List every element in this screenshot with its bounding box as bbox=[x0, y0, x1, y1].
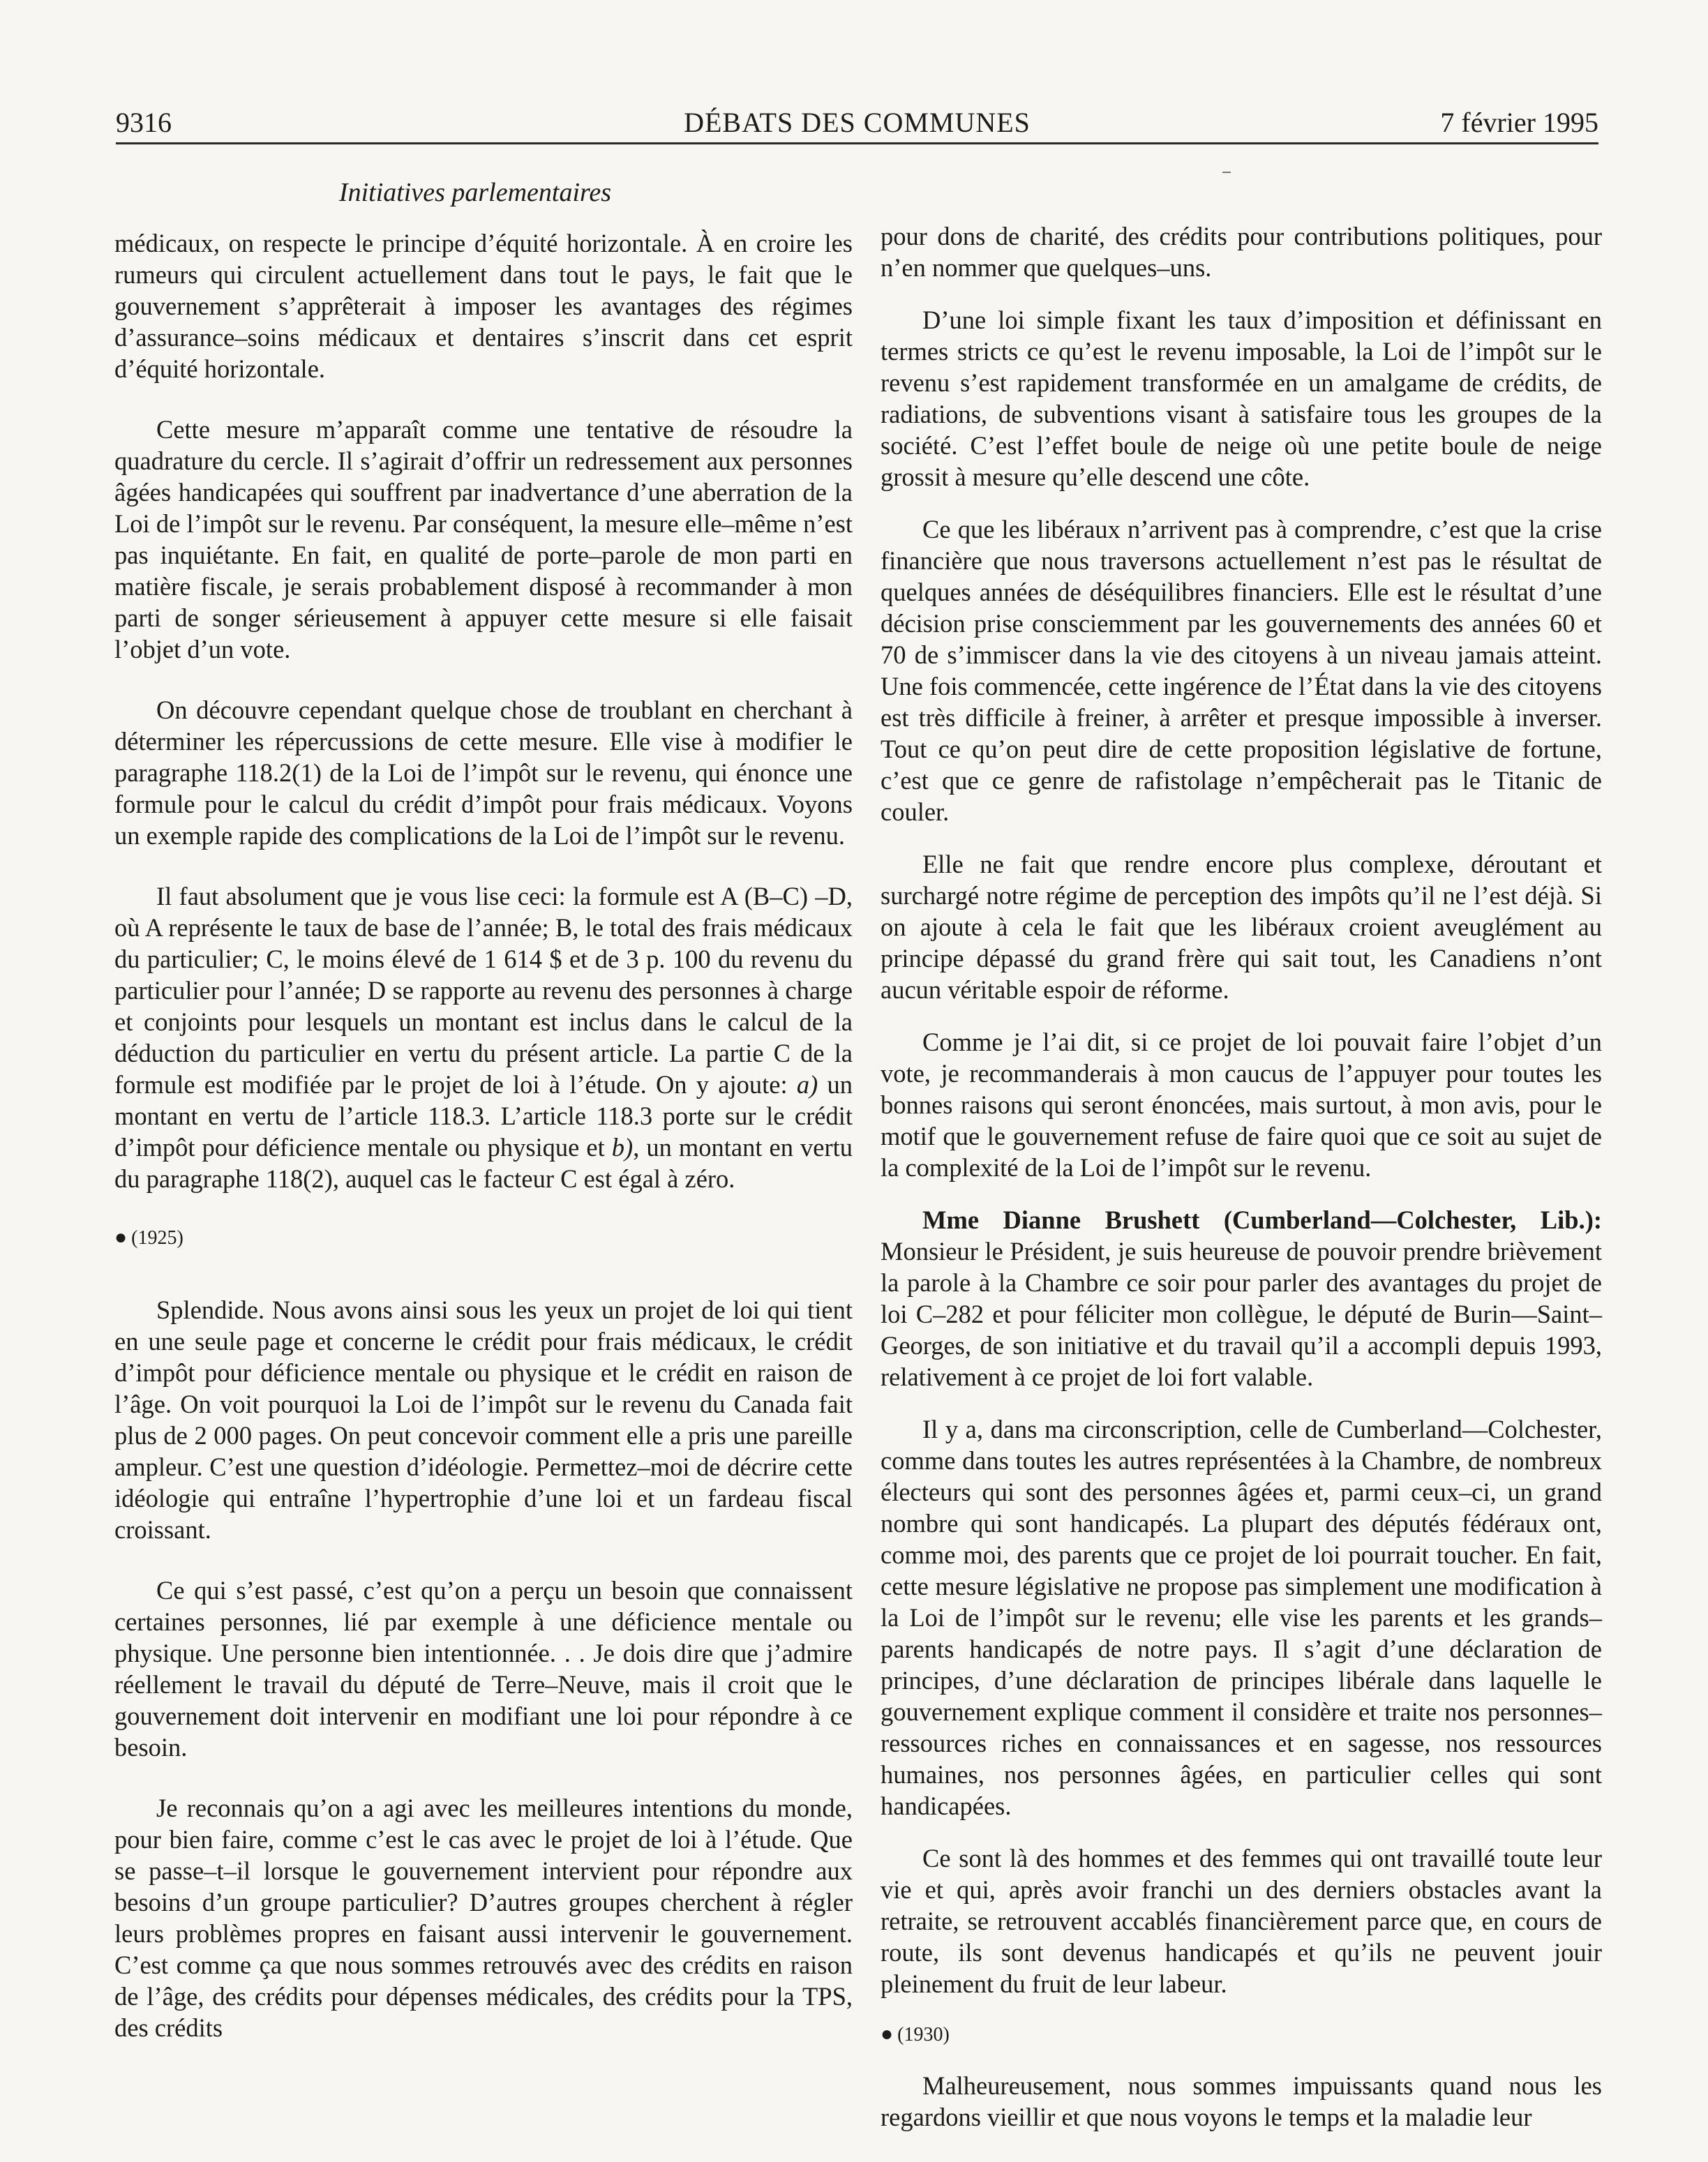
paragraph: médicaux, on respecte le principe d’équité horizontale. À en croire les rumeurs qui circulent actuellement dans tout le pays, le fait que le gouvernement s’apprêterait à imposer les avantages des régimes d’assurance–soins médicaux et dentaires s’inscrit dans cet esprit d’équité horizontale. bbox=[114, 229, 853, 383]
paragraph: Elle ne fait que rendre encore plus complexe, déroutant et surchargé notre régime de perception des impôts qu’il ne l’est déjà. Si on ajoute à cela le fait que les libéraux croient aveuglément au principe dépassé du grand frère qui sait tout, les Canadiens n’ont aucun véritable espoir de réforme. bbox=[881, 850, 1602, 1004]
paragraph: pour dons de charité, des crédits pour contributions politiques, pour n’en nommer que quelques–uns. bbox=[881, 222, 1602, 282]
speaker-paragraph bbox=[881, 1204, 1602, 1392]
paragraph: D’une loi simple fixant les taux d’imposition et définissant en termes stricts ce qu’est le revenu imposable, la Loi de l’impôt sur le revenu s’est rapidement transformée en un amalgame de crédits, de radiations, de subventions visant à satisfaire tous les groupes de la société. C’est l’effet boule de neige où une petite boule de neige grossit à mesure qu’elle descend une côte. bbox=[881, 306, 1602, 491]
item-letter: b) bbox=[611, 1133, 634, 1162]
paragraph: Cette mesure m’apparaît comme une tentative de résoudre la quadrature du cercle. Il s’agirait d’offrir un redressement aux personnes âgées handicapées qui souffrent par inadvertance d’une aberration de la Loi de l’impôt sur le revenu. Par conséquent, la mesure elle–même n’est pas inquiétante. En fait, en qualité de porte–parole de mon parti en matière fiscale, je serais probablement disposé à recommander à mon parti de songer sérieusement à appuyer cette mesure si elle faisait l’objet d’un vote. bbox=[114, 415, 853, 663]
paragraph: Ce sont là des hommes et des femmes qui ont travaillé toute leur vie et qui, après avoir franchi un des derniers obstacles avant la retraite, se retrouvent accablés financièrement parce que, en cours de route, ils sont devenus handicapés et qu’ils ne peuvent jouir pleinement du fruit de leur labeur. bbox=[881, 1844, 1602, 1998]
left-column bbox=[114, 227, 853, 2073]
speaker-name: Mme Dianne Brushett (Cumberland—Colchester, Lib.): bbox=[922, 1206, 1602, 1234]
time-stamp-text: (1930) bbox=[897, 2024, 950, 2045]
time-stamp-text: (1925) bbox=[131, 1227, 183, 1249]
paragraph: Malheureusement, nous sommes impuissants quand nous les regardons vieillir et que nous voyons le temps et la maladie leur bbox=[881, 2071, 1602, 2131]
page-header bbox=[116, 96, 1598, 144]
publication-title: DÉBATS DES COMMUNES bbox=[684, 107, 1031, 138]
paragraph: Ce que les libéraux n’arrivent pas à comprendre, c’est que la crise financière que nous traversons actuellement n’est pas le résultat de quelques années de déséquilibres financiers. Elle est le résultat d’une décision prise consciemment par les gouvernements des années 60 et 70 de s’immiscer dans la vie des citoyens à un niveau jamais atteint. Une fois commencée, cette ingérence de l’État dans la vie des citoyens est très difficile à freiner, à arrêter et presque impossible à inverser. Tout ce qu’on peut dire de cette proposition législative de fortune, c’est que ce genre de rafistolage n’empêcherait pas le Titanic de couler. bbox=[881, 515, 1602, 826]
paragraph: Je reconnais qu’on a agi avec les meilleures intentions du monde, pour bien faire, comme c’est le cas avec le projet de loi à l’étude. Que se passe–t–il lorsque le gouvernement intervient pour répondre aux besoins d’un groupe particulier? D’autres groupes cherchent à régler leurs problèmes propres en faisant aussi intervenir le gouvernement. C’est comme ça que nous sommes retrouvés avec des crédits en raison de l’âge, des crédits pour dépenses médicales, des crédits pour la TPS, des crédits bbox=[114, 1794, 853, 2042]
paragraph-text: Monsieur le Président, je suis heureuse de pouvoir prendre brièvement la parole à la Chambre ce soir pour parler des avantages du projet de loi C–282 et pour féliciter mon collègue, le député de Burin—Saint–Georges, de son initiative et du travail qu’il a accompli depuis 1993, relativement à ce projet de loi fort valable. bbox=[881, 1237, 1602, 1391]
paragraph: Comme je l’ai dit, si ce projet de loi pouvait faire l’objet d’un vote, je recommanderais à mon caucus de l’appuyer pour toutes les bonnes raisons qui seront énoncées, mais surtout, à mon avis, pour le motif que le gouvernement refuse de faire quoi que ce soit au sujet de la complexité de la Loi de l’impôt sur le revenu. bbox=[881, 1028, 1602, 1182]
right-column bbox=[881, 220, 1602, 2162]
bullet-icon: ● bbox=[114, 1226, 128, 1249]
time-stamp bbox=[881, 2020, 1602, 2049]
paragraph-text: Il faut absolument que je vous lise ceci: la formule est A (B–C) –D, où A représente le taux de base de l’année; B, le total des frais médicaux du particulier; C, le moins élevé de 1 614 $ et de 3 p. 100 du revenu du particulier pour l’année; D se rapporte au revenu des personnes à charge et conjoints pour lesquels un montant est inclus dans le calcul de la déduction du particulier en vertu du présent article. La partie C de la formule est modifiée par le projet de loi à l’étude. On y ajoute: bbox=[114, 882, 853, 1099]
section-title: Initiatives parlementaires bbox=[338, 178, 612, 207]
page-number: 9316 bbox=[116, 107, 172, 138]
paragraph: Splendide. Nous avons ainsi sous les yeux un projet de loi qui tient en une seule page et concerne le crédit pour frais médicaux, le crédit d’impôt pour déficience mentale ou physique et le crédit en raison de l’âge. On voit pourquoi la Loi de l’impôt sur le revenu du Canada fait plus de 2 000 pages. On peut concevoir comment elle a pris une pareille ampleur. C’est une question d’idéologie. Permettez–moi de décrire cette idéologie qui entraîne l’hypertrophie d’une loi et un fardeau fiscal croissant. bbox=[114, 1296, 853, 1544]
scan-mark bbox=[1222, 172, 1231, 173]
paragraph bbox=[114, 880, 853, 1194]
paragraph: Ce qui s’est passé, c’est qu’on a perçu un besoin que connaissent certaines personnes, lié par exemple à une déficience mentale ou physique. Une personne bien intentionnée. . . Je dois dire que j’admire réellement le travail du député de Terre–Neuve, mais il croit que le gouvernement doit intervenir en modifiant une loi pour répondre à ce besoin. bbox=[114, 1576, 853, 1762]
paragraph-text: , un montant en vertu du paragraphe 118(2), auquel cas le facteur C est égal à zéro. bbox=[114, 1133, 853, 1193]
paragraph: Il y a, dans ma circonscription, celle de Cumberland—Colchester, comme dans toutes les autres représentées à la Chambre, de nombreux électeurs qui sont des personnes âgées et, parmi ceux–ci, un grand nombre qui sont handicapés. La plupart des députés fédéraux ont, comme moi, des parents que ce projet de loi pourrait toucher. En fait, cette mesure législative ne propose pas simplement une modification à la Loi de l’impôt sur le revenu; elle vise les parents et les grands–parents handicapés de notre pays. Il s’agit d’une déclaration de principes, d’une déclaration de principes libérale dans laquelle le gouvernement explique comment il considère et traite nos personnes–ressources riches en connaissances et en sagesse, nos ressources humaines, nos personnes âgées, en particulier celles qui sont handicapées. bbox=[881, 1415, 1602, 1820]
publication-date: 7 février 1995 bbox=[1440, 107, 1598, 138]
paragraph-text: un montant en vertu de l’article 118.3. L’article 118.3 porte sur le crédit d’impôt pour déficience mentale ou physique et bbox=[114, 1070, 853, 1162]
paragraph: On découvre cependant quelque chose de troublant en cherchant à déterminer les répercussions de cette mesure. Elle vise à modifier le paragraphe 118.2(1) de la Loi de l’impôt sur le revenu, qui énonce une formule pour le calcul du crédit d’impôt pour frais médicaux. Voyons un exemple rapide des complications de la Loi de l’impôt sur le revenu. bbox=[114, 696, 853, 850]
time-stamp bbox=[114, 1224, 853, 1252]
bullet-icon: ● bbox=[881, 2022, 894, 2045]
item-letter: a) bbox=[796, 1070, 818, 1099]
